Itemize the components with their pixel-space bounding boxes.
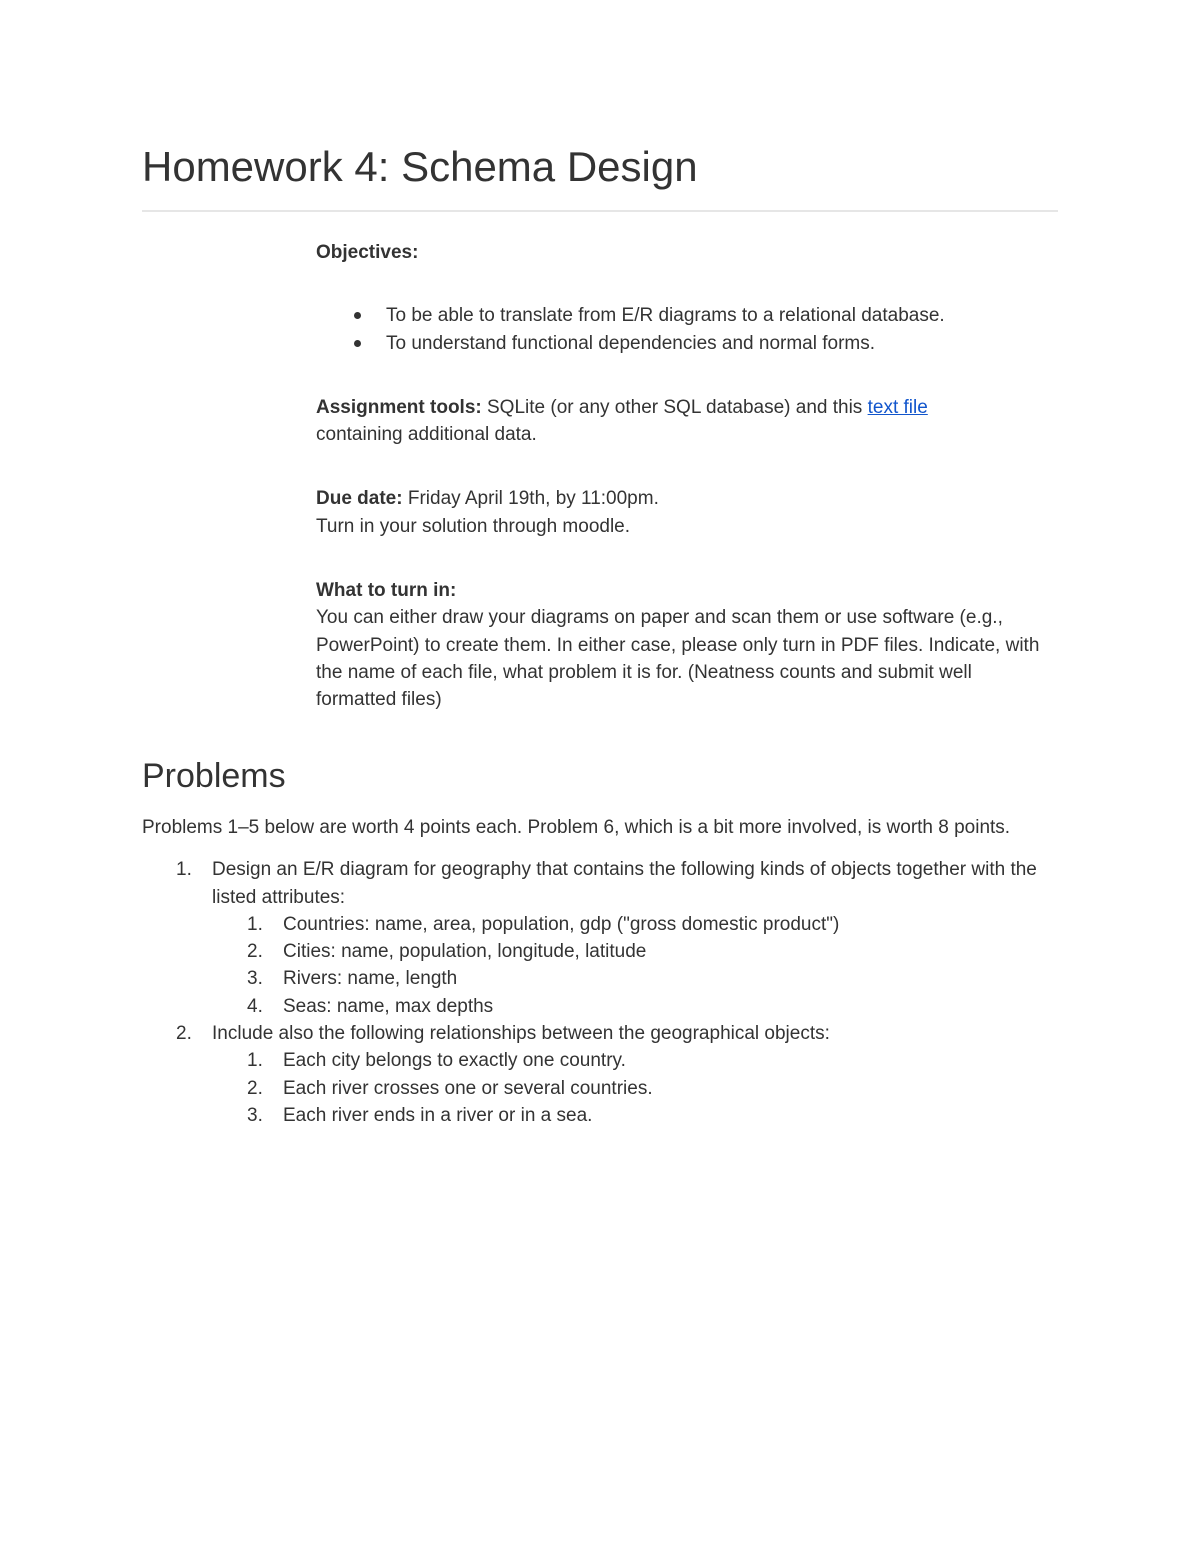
subitem-text: Each river ends in a river or in a sea.: [283, 1104, 593, 1126]
subitem-text: Each city belongs to exactly one country.: [283, 1050, 626, 1072]
subitem: [212, 1047, 1058, 1074]
bullet-icon: [354, 340, 361, 347]
objective-text: To understand functional dependencies and normal forms.: [386, 332, 876, 354]
tools-label: Assignment tools:: [316, 396, 482, 418]
objectives-label: Objectives:: [316, 242, 419, 263]
problems-heading: Problems: [142, 757, 286, 795]
problem-number: 1.: [176, 859, 192, 881]
subitem-text: Seas: name, max depths: [283, 995, 494, 1017]
objectives-list: [316, 302, 1056, 357]
problem-number: 2.: [176, 1023, 192, 1045]
subitem-list: [212, 911, 1058, 1020]
problem-text: Design an E/R diagram for geography that contains the following kinds of objects together with the listed attributes:: [212, 859, 1037, 908]
objective-item: [316, 330, 1056, 357]
subitem-number: 3.: [247, 968, 263, 990]
objective-text: To be able to translate from E/R diagrams to a relational database.: [386, 305, 945, 327]
subitem-number: 4.: [247, 995, 263, 1017]
subitem: [212, 911, 1058, 938]
turn-in-label: What to turn in:: [316, 580, 457, 602]
tools-text-after: containing additional data.: [316, 424, 537, 446]
spacer: [316, 266, 1056, 302]
spacer: [316, 448, 1056, 485]
due-label: Due date:: [316, 488, 403, 510]
subitem: [212, 1102, 1058, 1129]
objective-item: [316, 302, 1056, 329]
subitem-number: 1.: [247, 1050, 263, 1072]
due-date: [316, 485, 1056, 512]
spacer: [316, 540, 1056, 577]
due-text: Friday April 19th, by 11:00pm.: [402, 488, 659, 510]
spacer: [316, 357, 1056, 394]
subitem: [212, 938, 1058, 965]
text-file-link[interactable]: text file: [867, 396, 928, 418]
subitem: [212, 965, 1058, 992]
subitem: [212, 993, 1058, 1020]
subitem-number: 2.: [247, 1077, 263, 1099]
subitem-text: Cities: name, population, longitude, latitude: [283, 941, 647, 963]
page-title: Homework 4: Schema Design: [142, 143, 698, 190]
subitem: [212, 1075, 1058, 1102]
subitem-list: [212, 1047, 1058, 1129]
bullet-icon: [354, 312, 361, 319]
subitem-number: 1.: [247, 913, 263, 935]
subitem-text: Rivers: name, length: [283, 968, 458, 990]
problems-intro: Problems 1–5 below are worth 4 points each. Problem 6, which is a bit more involved, is worth 8 points.: [142, 817, 1011, 838]
problems-section: [142, 814, 1058, 1129]
assignment-info: [316, 239, 1056, 714]
problem-text: Include also the following relationships between the geographical objects:: [212, 1023, 830, 1045]
problem-item: [142, 856, 1058, 1020]
submission-note: Turn in your solution through moodle.: [316, 515, 631, 537]
turn-in-text: You can either draw your diagrams on paper and scan them or use software (e.g., PowerPoint) to create them. In either case, please only turn in PDF files. Indicate, with the name of each file, what problem it is for. (Neatness counts and submit well formatted files): [316, 607, 1040, 711]
assignment-tools: [316, 394, 1056, 449]
problems-list: [142, 856, 1058, 1129]
problem-item: [142, 1020, 1058, 1129]
subitem-number: 2.: [247, 941, 263, 963]
title-divider: [142, 210, 1058, 212]
tools-text: SQLite (or any other SQL database) and this: [481, 396, 868, 418]
subitem-text: Each river crosses one or several countries.: [283, 1077, 653, 1099]
subitem-text: Countries: name, area, population, gdp ("gross domestic product"): [283, 913, 840, 935]
subitem-number: 3.: [247, 1104, 263, 1126]
